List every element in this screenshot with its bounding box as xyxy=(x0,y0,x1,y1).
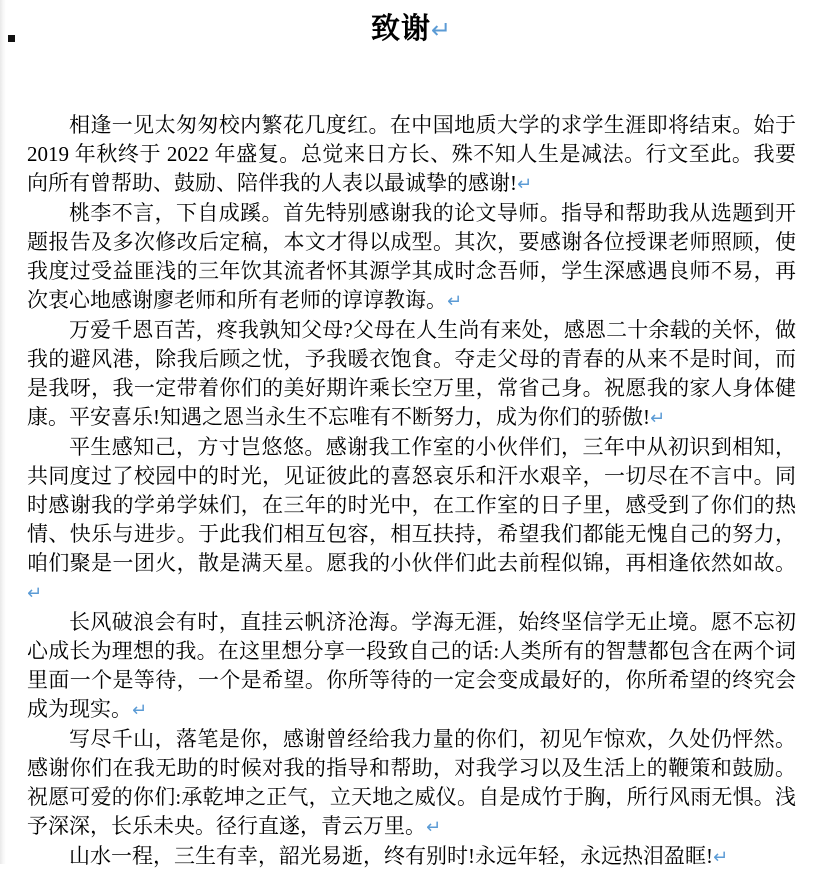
paragraph-mark-icon: ↵ xyxy=(132,700,148,721)
paragraph[interactable] xyxy=(27,316,796,433)
paragraph[interactable] xyxy=(27,111,796,199)
paragraph-text: 山水一程，三生有幸，韶光易逝，终有别时!永远年轻，永远热泪盈眶! xyxy=(69,844,713,868)
paragraph-mark-icon: ↵ xyxy=(430,16,452,44)
paragraph-mark-icon: ↵ xyxy=(27,583,43,604)
paragraph-text: 相逢一见太匆匆校内繁花几度红。在中国地质大学的求学生涯即将结束。始于 2019 年秋终于 2022 年盛复。总觉来日方长、殊不知人生是减法。行文至此。我要向所有曾帮助、鼓励、陪伴我的人表以最诚挚的感谢! xyxy=(27,113,796,195)
paragraph-mark-icon: ↵ xyxy=(649,408,666,429)
paragraph-text: 写尽千山，落笔是你，感谢曾经给我力量的你们，初见乍惊欢，久处仍怦然。感谢你们在我无助的时候对我的指导和帮助，对我学习以及生活上的鞭策和鼓励。祝愿可爱的你们:承乾坤之正气，立天地之威仪。自是成竹于胸，所行风雨无惧。浅予深深，长乐未央。径行直遂，青云万里。 xyxy=(27,727,796,838)
page-edge-shading xyxy=(0,0,6,864)
paragraph-text: 长风破浪会有时，直挂云帆济沧海。学海无涯，始终坚信学无止境。愿不忘初心成长为理想的我。在这里想分享一段致自己的话:人类所有的智慧都包含在两个词里面一个是等待，一个是希望。你所等待的一定会变成最好的，你所希望的终究会成为现实。 xyxy=(27,610,796,721)
page-title[interactable] xyxy=(0,10,822,49)
paragraph[interactable] xyxy=(27,433,796,608)
document-body xyxy=(27,111,796,872)
paragraph-text: 桃李不言，下自成蹊。首先特别感谢我的论文导师。指导和帮助我从选题到开题报告及多次修改后定稿，本文才得以成型。其次，要感谢各位授课老师照顾，使我度过受益匪浅的三年饮其流者怀其源学其成时念吾师，学生深感遇良师不易，再次衷心地感谢廖老师和所有老师的谆谆教诲。 xyxy=(27,201,796,312)
paragraph[interactable] xyxy=(27,608,796,725)
paragraph-text: 万爱千恩百苦，疼我孰知父母?父母在人生尚有来处，感恩二十余载的关怀，做我的避风港，除我后顾之忧，予我暖衣饱食。夺走父母的青春的从来不是时间，而是我呀，我一定带着你们的美好期许乘长空万里，常省己身。祝愿我的家人身体健康。平安喜乐!知遇之恩当永生不忘唯有不断努力，成为你们的骄傲! xyxy=(27,318,796,429)
paragraph[interactable] xyxy=(27,842,796,872)
paragraph-text: 平生感知己，方寸岂悠悠。感谢我工作室的小伙伴们，三年中从初识到相知，共同度过了校园中的时光，见证彼此的喜怒哀乐和汗水艰辛，一切尽在不言中。同时感谢我的学弟学妹们，在三年的时光中，在工作室的日子里，感受到了你们的热情、快乐与进步。于此我们相互包容，相互扶持，希望我们都能无愧自己的努力，咱们聚是一团火，散是满天星。愿我的小伙伴们此去前程似锦，再相逢依然如故。 xyxy=(27,435,796,575)
page-title-text: 致谢 xyxy=(370,13,431,45)
paragraph-mark-icon: ↵ xyxy=(712,847,729,868)
paragraph[interactable] xyxy=(27,199,796,316)
caret-marker xyxy=(8,35,15,42)
paragraph[interactable] xyxy=(27,725,796,842)
paragraph-mark-icon: ↵ xyxy=(517,174,533,195)
paragraph-mark-icon: ↵ xyxy=(447,291,463,312)
paragraph-mark-icon: ↵ xyxy=(426,817,442,838)
